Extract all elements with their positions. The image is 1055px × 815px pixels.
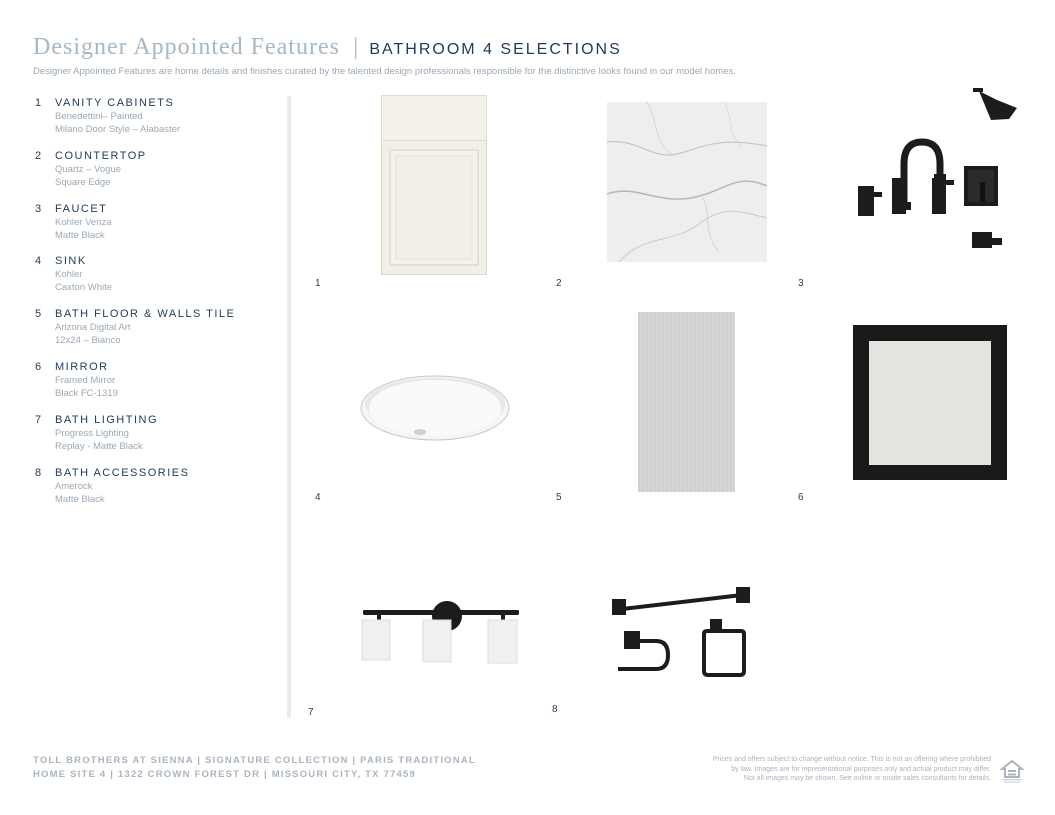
selection-category: BATH ACCESSORIES	[55, 466, 190, 479]
footer-disclaimer	[661, 755, 991, 784]
grid-label: 7	[308, 707, 314, 718]
framed-mirror-icon	[853, 325, 1007, 480]
selection-detail: Quartz – Vogue	[55, 163, 122, 175]
quartz-countertop-icon	[607, 102, 767, 262]
selection-item-sink	[35, 255, 280, 308]
selection-category: SINK	[55, 255, 87, 268]
selection-detail: Black FC-1319	[55, 387, 118, 399]
selection-number: 5	[35, 308, 42, 321]
selection-detail: Caxton White	[55, 282, 113, 294]
selection-number: 1	[35, 97, 42, 109]
vertical-divider	[287, 96, 291, 718]
disclaimer-line: by law. Images are for representational purposes only and actual product may differ.	[731, 765, 991, 773]
selection-number: 4	[35, 255, 42, 268]
selection-detail: Square Edge	[55, 176, 111, 188]
vanity-cabinet-door-icon	[381, 95, 487, 275]
selection-number: 3	[35, 202, 42, 215]
page-header	[33, 34, 622, 61]
faucet-set-icon	[852, 82, 1022, 258]
selection-number: 8	[35, 466, 42, 479]
selection-detail: Milano Door Style – Alabaster	[55, 124, 181, 135]
selection-category: VANITY CABINETS	[55, 97, 175, 109]
selection-item-vanity-cabinets	[35, 97, 280, 150]
selection-detail: Amerock	[55, 480, 93, 492]
selection-detail: Replay - Matte Black	[55, 440, 143, 452]
section-title: BATHROOM 4 SELECTIONS	[369, 41, 622, 58]
selection-category: COUNTERTOP	[55, 149, 147, 162]
selection-detail: Matte Black	[55, 493, 105, 505]
title-separator: |	[351, 35, 360, 60]
selection-category: MIRROR	[55, 360, 109, 373]
selection-detail: 12x24 – Bianco	[55, 335, 121, 347]
selection-detail: Benedettini– Painted	[55, 111, 143, 122]
selection-number: 7	[35, 413, 42, 426]
selection-item-bath-accessories	[35, 467, 280, 520]
selection-detail: Progress Lighting	[55, 427, 129, 439]
equal-housing-opportunity-icon	[999, 758, 1025, 784]
selection-number: 2	[35, 149, 42, 162]
selection-item-bath-lighting	[35, 414, 280, 467]
selection-number: 6	[35, 360, 42, 373]
selection-detail: Matte Black	[55, 229, 105, 241]
page-subtitle: Designer Appointed Features are home details and finishes curated by the talented design professionals responsible for the distinctive looks found in our model homes.	[33, 66, 736, 77]
selection-detail: Framed Mirror	[55, 374, 116, 386]
page-title: Designer Appointed Features	[33, 34, 340, 60]
selection-detail: Kohler Venza	[55, 216, 112, 228]
disclaimer-line: Not all images may be shown. See online or onsite sales consultants for details.	[743, 775, 991, 783]
selection-item-countertop	[35, 150, 280, 203]
grid-label: 1	[315, 278, 321, 289]
selections-list	[35, 97, 280, 519]
selection-category: BATH FLOOR & WALLS TILE	[55, 308, 236, 321]
grid-label: 3	[798, 278, 804, 289]
footer-community: TOLL BROTHERS AT SIENNA | SIGNATURE COLLECTION | PARIS TRADITIONAL	[33, 755, 476, 766]
vanity-light-icon	[361, 600, 521, 666]
undermount-sink-icon	[360, 372, 510, 442]
footer-address: HOME SITE 4 | 1322 CROWN FOREST DR | MISSOURI CITY, TX 77459	[33, 769, 416, 780]
grid-label: 2	[556, 278, 562, 289]
selection-item-faucet	[35, 203, 280, 256]
selection-item-floor-walls-tile	[35, 308, 280, 361]
selection-category: FAUCET	[55, 202, 108, 215]
grid-label: 5	[556, 492, 562, 503]
selection-detail: Arizona Digital Art	[55, 322, 131, 334]
grid-label: 4	[315, 492, 321, 503]
grid-label: 8	[552, 704, 558, 715]
selection-category: BATH LIGHTING	[55, 413, 159, 426]
bath-accessories-icon	[610, 585, 752, 680]
selection-item-mirror	[35, 361, 280, 414]
disclaimer-line: Prices and offers subject to change without notice. This is not an offering where prohibited	[712, 756, 991, 763]
grid-label: 6	[798, 492, 804, 503]
selection-detail: Kohler	[55, 269, 83, 281]
floor-tile-icon	[638, 312, 735, 492]
